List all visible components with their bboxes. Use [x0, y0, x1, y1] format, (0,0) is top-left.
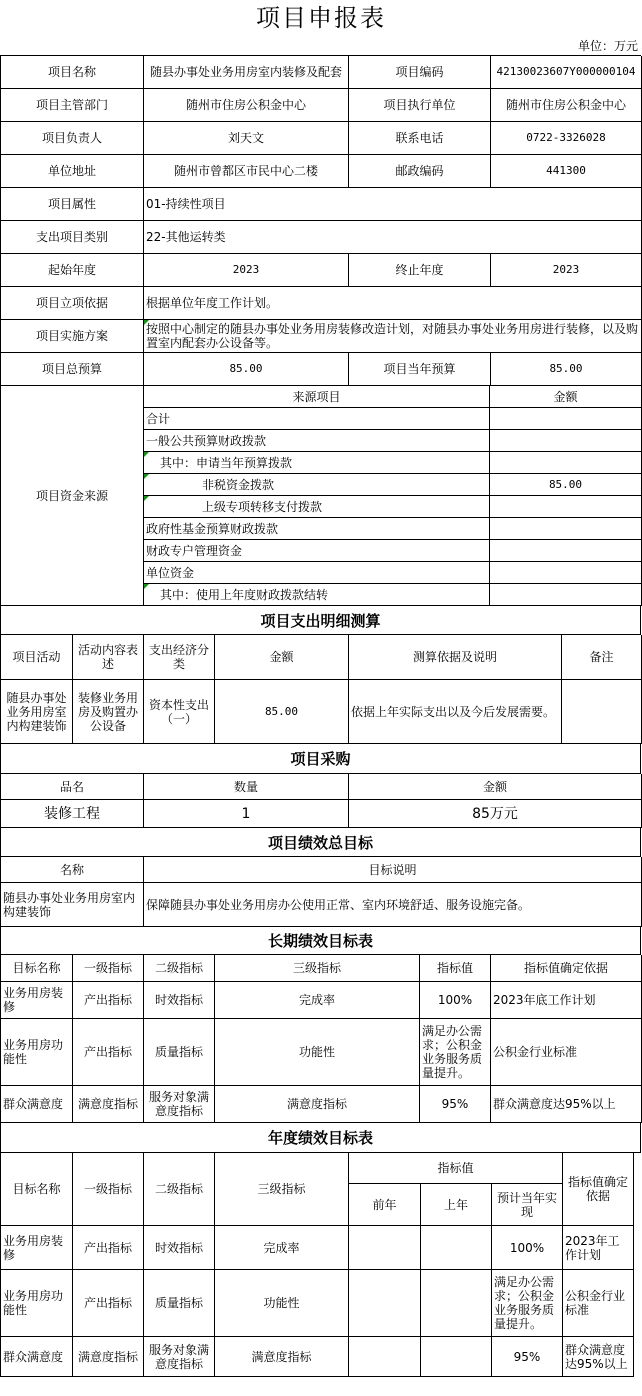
longterm-cell: 95%	[420, 1086, 491, 1123]
overall-table	[0, 857, 641, 927]
category-label: 支出项目类别	[1, 221, 144, 254]
funding-table	[0, 386, 641, 606]
longterm-cell: 服务对象满意度指标	[144, 1086, 215, 1123]
head-label: 项目负责人	[1, 122, 144, 155]
project-code-value: 42130023607Y000000104	[491, 56, 642, 89]
annual-cell: 功能性	[215, 1270, 349, 1337]
funding-head-source: 来源项目	[144, 386, 490, 408]
phone-value: 0722-3326028	[491, 122, 642, 155]
funding-row-amount	[490, 430, 642, 452]
funding-head-amount: 金额	[490, 386, 642, 408]
year-budget-label: 项目当年预算	[349, 353, 491, 386]
zip-label: 邮政编码	[349, 155, 491, 188]
funding-row-amount	[490, 452, 642, 474]
dept-value: 随州市住房公积金中心	[144, 89, 349, 122]
annual-cell: 满意度指标	[73, 1337, 144, 1377]
longterm-header: 指标值	[420, 955, 491, 982]
annual-cell: 公积金行业标准	[563, 1270, 634, 1337]
funding-row-name: 非税资金拨款	[144, 474, 490, 496]
funding-grid	[144, 386, 642, 606]
funding-row-name: 其中：使用上年度财政拨款结转	[144, 584, 490, 606]
annual-cell: 群众满意度达95%以上	[563, 1337, 634, 1377]
funding-row-name: 财政专户管理资金	[144, 540, 490, 562]
longterm-cell: 业务用房装修	[1, 982, 73, 1019]
longterm-cell: 功能性	[215, 1019, 420, 1086]
end-year-value: 2023	[491, 254, 642, 287]
annual-cell	[349, 1337, 421, 1377]
unit-label: 单位：万元	[577, 39, 638, 53]
annual-cell: 质量指标	[144, 1270, 215, 1337]
annual-cell: 产出指标	[73, 1270, 144, 1337]
procure-cell: 85万元	[349, 800, 642, 828]
overall-cell: 保障随县办事处业务用房办公使用正常、室内环境舒适、服务设施完备。	[144, 883, 642, 927]
funding-label: 项目资金来源	[1, 386, 144, 606]
procure-header: 金额	[349, 774, 642, 800]
longterm-cell: 公积金行业标准	[491, 1019, 642, 1086]
page-title: 项目申报表	[256, 4, 386, 32]
annual-cell: 2023年工作计划	[563, 1226, 634, 1270]
longterm-cell: 2023年底工作计划	[491, 982, 642, 1019]
longterm-cell: 时效指标	[144, 982, 215, 1019]
funding-row-name: 上级专项转移支付拨款	[144, 496, 490, 518]
longterm-header: 目标名称	[1, 955, 73, 982]
expense-cell: 85.00	[215, 680, 349, 744]
attr-value: 01-持续性项目	[144, 188, 642, 221]
procure-cell: 1	[144, 800, 349, 828]
procure-cell: 装修工程	[1, 800, 144, 828]
annual-cell	[349, 1226, 421, 1270]
plan-value: 按照中心制定的随县办事处业务用房装修改造计划，对随县办事处业务用房进行装修，以及购置室内配套办公设备等。	[144, 320, 642, 353]
annual-header: 目标名称	[1, 1153, 73, 1226]
funding-row-amount: 85.00	[490, 474, 642, 496]
funding-row-amount	[490, 562, 642, 584]
address-value: 随州市曾都区市民中心二楼	[144, 155, 349, 188]
project-name-label: 项目名称	[1, 56, 144, 89]
expense-header: 备注	[562, 635, 642, 680]
expense-cell: 随县办事处业务用房室内构建装饰	[1, 680, 73, 744]
head-value: 刘天文	[144, 122, 349, 155]
annual-header: 三级指标	[215, 1153, 349, 1226]
annual-subheader: 预计当年实现	[492, 1184, 563, 1226]
expense-cell: 资本性支出（一）	[144, 680, 215, 744]
overall-header: 目标说明	[144, 857, 642, 883]
longterm-cell: 群众满意度达95%以上	[491, 1086, 642, 1123]
annual-header: 一级指标	[73, 1153, 144, 1226]
annual-cell: 时效指标	[144, 1226, 215, 1270]
funding-row-name: 一般公共预算财政拨款	[144, 430, 490, 452]
funding-row-name: 合计	[144, 408, 490, 430]
expense-header: 测算依据及说明	[349, 635, 562, 680]
end-year-label: 终止年度	[349, 254, 491, 287]
annual-cell: 服务对象满意度指标	[144, 1337, 215, 1377]
category-value: 22-其他运转类	[144, 221, 642, 254]
funding-row-amount	[490, 518, 642, 540]
annual-header: 指标值确定依据	[563, 1153, 634, 1226]
annual-cell: 100%	[492, 1226, 563, 1270]
annual-header: 指标值	[349, 1153, 563, 1184]
overall-section-title: 项目绩效总目标	[0, 828, 641, 857]
longterm-header: 三级指标	[215, 955, 420, 982]
basic-info-table	[0, 55, 641, 386]
expense-table	[0, 635, 641, 744]
funding-row-amount	[490, 540, 642, 562]
expense-header: 活动内容表述	[73, 635, 144, 680]
year-budget-value: 85.00	[491, 353, 642, 386]
annual-cell: 完成率	[215, 1226, 349, 1270]
longterm-header: 指标值确定依据	[491, 955, 642, 982]
expense-cell: 依据上年实际支出以及今后发展需要。	[349, 680, 562, 744]
longterm-cell: 完成率	[215, 982, 420, 1019]
procure-table	[0, 774, 641, 828]
dept-label: 项目主管部门	[1, 89, 144, 122]
funding-row-name: 其中：申请当年预算拨款	[144, 452, 490, 474]
exec-unit-label: 项目执行单位	[349, 89, 491, 122]
longterm-cell: 满意度指标	[73, 1086, 144, 1123]
expense-header: 金额	[215, 635, 349, 680]
procure-header: 品名	[1, 774, 144, 800]
longterm-cell: 满足办公需求；公积金业务服务质量提升。	[420, 1019, 491, 1086]
longterm-cell: 业务用房功能性	[1, 1019, 73, 1086]
annual-cell	[421, 1270, 492, 1337]
start-year-label: 起始年度	[1, 254, 144, 287]
annual-cell: 产出指标	[73, 1226, 144, 1270]
annual-cell	[421, 1337, 492, 1377]
basis-value: 根据单位年度工作计划。	[144, 287, 642, 320]
expense-cell: 装修业务用房及购置办公设备	[73, 680, 144, 744]
basis-label: 项目立项依据	[1, 287, 144, 320]
longterm-header: 一级指标	[73, 955, 144, 982]
project-code-label: 项目编码	[349, 56, 491, 89]
expense-section-title: 项目支出明细测算	[0, 606, 641, 635]
annual-cell	[349, 1270, 421, 1337]
total-budget-label: 项目总预算	[1, 353, 144, 386]
annual-cell: 满意度指标	[215, 1337, 349, 1377]
procure-header: 数量	[144, 774, 349, 800]
project-name-value: 随县办事处业务用房室内装修及配套	[144, 56, 349, 89]
procure-section-title: 项目采购	[0, 744, 641, 774]
address-label: 单位地址	[1, 155, 144, 188]
overall-cell: 随县办事处业务用房室内构建装饰	[1, 883, 144, 927]
start-year-value: 2023	[144, 254, 349, 287]
annual-cell: 95%	[492, 1337, 563, 1377]
longterm-cell: 满意度指标	[215, 1086, 420, 1123]
funding-row-amount	[490, 408, 642, 430]
longterm-cell: 群众满意度	[1, 1086, 73, 1123]
funding-row-name: 政府性基金预算财政拨款	[144, 518, 490, 540]
annual-cell: 满足办公需求；公积金业务服务质量提升。	[492, 1270, 563, 1337]
longterm-cell: 产出指标	[73, 982, 144, 1019]
longterm-cell: 100%	[420, 982, 491, 1019]
annual-table	[0, 1153, 641, 1377]
longterm-table	[0, 955, 641, 1123]
annual-subheader: 上年	[421, 1184, 492, 1226]
annual-subheader: 前年	[349, 1184, 421, 1226]
annual-cell: 群众满意度	[1, 1337, 73, 1377]
declaration-form	[0, 55, 641, 1377]
attr-label: 项目属性	[1, 188, 144, 221]
phone-label: 联系电话	[349, 122, 491, 155]
funding-row-amount	[490, 584, 642, 606]
longterm-section-title: 长期绩效目标表	[0, 927, 641, 955]
zip-value: 441300	[491, 155, 642, 188]
expense-header: 支出经济分类	[144, 635, 215, 680]
exec-unit-value: 随州市住房公积金中心	[491, 89, 642, 122]
funding-row-name: 单位资金	[144, 562, 490, 584]
longterm-header: 二级指标	[144, 955, 215, 982]
annual-cell	[421, 1226, 492, 1270]
annual-cell: 业务用房装修	[1, 1226, 73, 1270]
expense-cell	[562, 680, 642, 744]
overall-header: 名称	[1, 857, 144, 883]
longterm-cell: 产出指标	[73, 1019, 144, 1086]
annual-cell: 业务用房功能性	[1, 1270, 73, 1337]
annual-header: 二级指标	[144, 1153, 215, 1226]
total-budget-value: 85.00	[144, 353, 349, 386]
annual-section-title: 年度绩效目标表	[0, 1123, 641, 1153]
plan-label: 项目实施方案	[1, 320, 144, 353]
expense-header: 项目活动	[1, 635, 73, 680]
longterm-cell: 质量指标	[144, 1019, 215, 1086]
funding-row-amount	[490, 496, 642, 518]
